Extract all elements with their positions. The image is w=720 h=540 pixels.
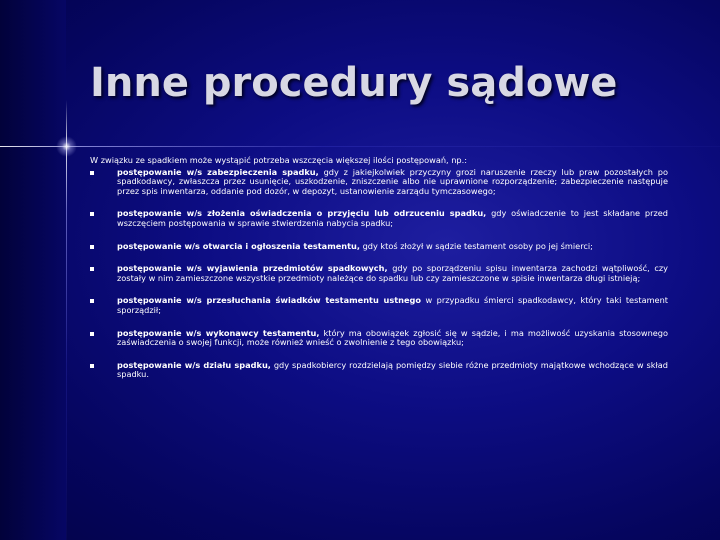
procedure-description: który ma obowiązek zgłosić się w sądzie, i ma możliwość uzyskania stosownego zaświadczenia o swojej funkcji, może również wnieść o zwolnienie z tego obowiązku;: [117, 327, 668, 348]
horizontal-accent-line: [0, 146, 720, 147]
procedure-term: postępowanie w/s złożenia oświadczenia o przyjęciu lub odrzuceniu spadku,: [117, 208, 487, 219]
procedure-description: gdy ktoś złożył w sądzie testament osoby po jej śmierci;: [359, 240, 593, 251]
procedure-term: postępowanie w/s działu spadku,: [117, 359, 271, 370]
square-bullet-icon: [90, 299, 94, 303]
square-bullet-icon: [90, 212, 94, 216]
procedure-description: gdy spadkobiercy rozdzielają pomiędzy siebie różne przedmioty majątkowe wchodzące w skład spadku.: [117, 359, 668, 380]
square-bullet-icon: [90, 267, 94, 271]
list-item: [90, 168, 668, 197]
procedure-term: postępowanie w/s wyjawienia przedmiotów spadkowych,: [117, 263, 388, 274]
list-item: [90, 361, 668, 380]
procedure-description: gdy po sporządzeniu spisu inwentarza zachodzi wątpliwość, czy zostały w nim zamieszczone wszystkie przedmioty należące do spadku lub czy zamieszczone w spisie inwentarza długi istnieją;: [117, 263, 668, 283]
list-item: [90, 264, 668, 283]
list-item: [90, 242, 668, 252]
procedure-description: w przypadku śmierci spadkodawcy, który taki testament sporządził;: [117, 295, 668, 315]
procedure-term: postępowanie w/s przesłuchania świadków testamentu ustnego: [117, 295, 421, 306]
slide-title: Inne procedury sądowe: [90, 60, 618, 106]
square-bullet-icon: [90, 332, 94, 336]
left-dark-band: [0, 0, 66, 540]
square-bullet-icon: [90, 171, 94, 175]
slide-body: [90, 156, 668, 380]
procedure-description: gdy oświadczenie to jest składane przed wszczęciem postępowania w sprawie stwierdzenia nabycia spadku;: [117, 208, 668, 228]
procedure-term: postępowanie w/s otwarcia i ogłoszenia testamentu,: [117, 240, 360, 251]
vertical-accent-line: [66, 100, 67, 540]
list-item: [90, 209, 668, 228]
intro-text: W związku ze spadkiem może wystąpić potrzeba wszczęcia większej ilości postępowań, np.:: [90, 155, 467, 165]
square-bullet-icon: [90, 245, 94, 249]
list-item: [90, 329, 668, 348]
list-item: [90, 296, 668, 315]
square-bullet-icon: [90, 364, 94, 368]
procedure-list: [90, 168, 668, 380]
star-sparkle-icon: [56, 136, 77, 157]
procedure-term: postępowanie w/s wykonawcy testamentu,: [117, 327, 320, 338]
procedure-term: postępowanie w/s zabezpieczenia spadku,: [117, 166, 319, 177]
procedure-description: gdy z jakiejkolwiek przyczyny grozi naruszenie rzeczy lub praw pozostałych po spadkodawcy, zwłaszcza przez usunięcie, uszkodzenie, zniszczenie albo nie uprawnione rozporządzenie; zabezpieczenie następuje przez spis inwentarza, oddanie pod dozór, w depozyt, ustanowienie zarządu tymczasowego;: [117, 166, 668, 196]
